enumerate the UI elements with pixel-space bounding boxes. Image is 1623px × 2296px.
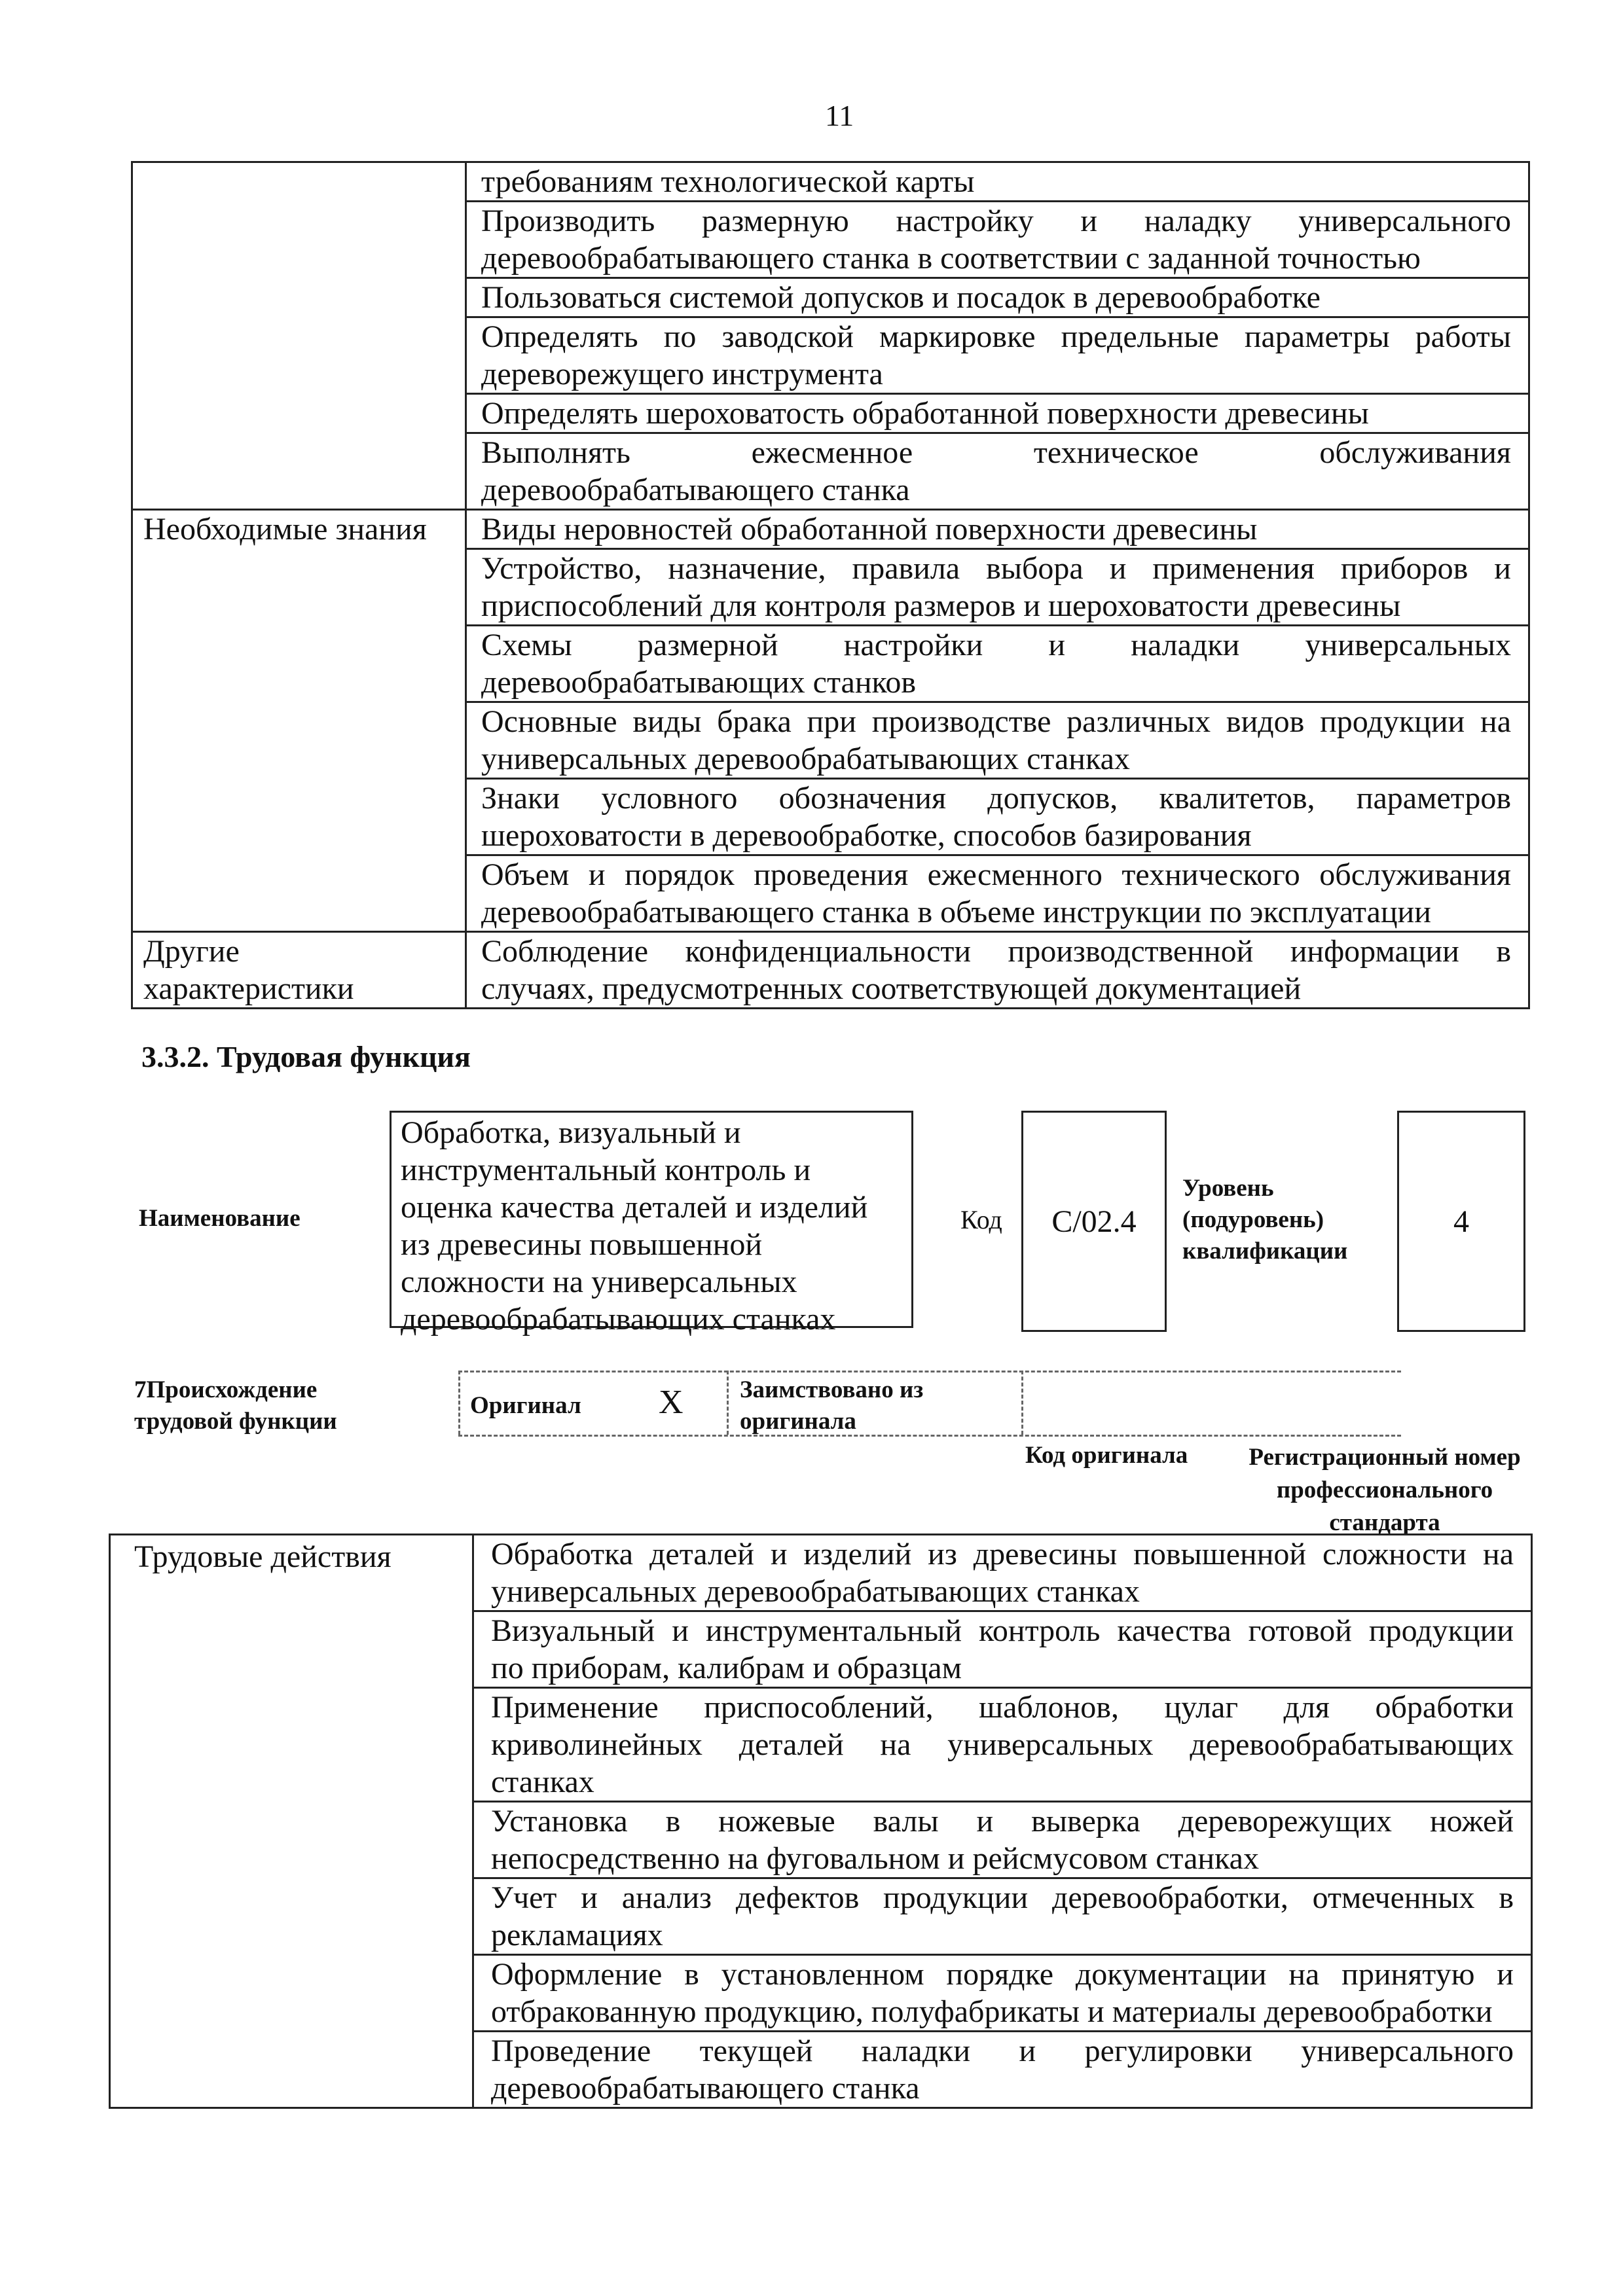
content-cell bbox=[466, 855, 1529, 932]
content-cell bbox=[466, 932, 1529, 1009]
origin-divider bbox=[1021, 1371, 1023, 1435]
origin-original: Оригинал bbox=[470, 1392, 581, 1419]
cell-line: станках bbox=[491, 1765, 594, 1799]
cell-line: Объем и порядок проведения ежесменного технического обслуживания bbox=[481, 857, 1511, 892]
content-cell bbox=[466, 394, 1529, 433]
cell-line: отбракованную продукцию, полуфабрикаты и материалы деревообработки bbox=[491, 1994, 1493, 2029]
table-row bbox=[132, 510, 1529, 549]
origin-row-top-line bbox=[458, 1371, 1401, 1372]
row-label bbox=[132, 162, 466, 510]
cell-line: Обработка деталей и изделий из древесины повышенной сложности на bbox=[491, 1537, 1514, 1571]
code-label: Код bbox=[960, 1205, 1002, 1234]
cell-line: рекламациях bbox=[491, 1918, 663, 1952]
cell-line: деревообрабатывающего станка в соответствии с заданной точностью bbox=[481, 241, 1421, 276]
cell-line: непосредственно на фуговальном и рейсмусовом станках bbox=[491, 1841, 1259, 1876]
content-cell bbox=[466, 278, 1529, 317]
cell-line: Выполнять ежесменное техническое обслуживания bbox=[481, 435, 1511, 470]
cell-line: Схемы размерной настройки и наладки универсальных bbox=[481, 628, 1511, 662]
content-cell bbox=[466, 433, 1529, 510]
cell-line: требованиям технологической карты bbox=[481, 164, 975, 199]
origin-mark: X bbox=[659, 1384, 684, 1421]
row-label: Другие характеристики bbox=[132, 932, 466, 1009]
cell-line: приспособлений для контроля размеров и шероховатости древесины bbox=[481, 588, 1401, 623]
knowledge-table bbox=[131, 161, 1530, 1009]
cell-line: деревообрабатывающего станка bbox=[491, 2071, 920, 2106]
cell-line: Учет и анализ дефектов продукции деревообработки, отмеченных в bbox=[491, 1880, 1514, 1915]
cell-line: Проведение текущей наладки и регулировки универсального bbox=[491, 2034, 1514, 2068]
cell-line: Установка в ножевые валы и выверка дереворежущих ножей bbox=[491, 1804, 1514, 1839]
cell-line: Определять по заводской маркировке предельные параметры работы bbox=[481, 319, 1511, 354]
origin-divider bbox=[727, 1371, 729, 1435]
content-cell bbox=[473, 1802, 1532, 1878]
content-cell bbox=[473, 2032, 1532, 2108]
content-cell bbox=[473, 1535, 1532, 1611]
content-cell bbox=[473, 1611, 1532, 1688]
cell-line: криволинейных деталей на универсальных деревообрабатывающих bbox=[491, 1727, 1514, 1762]
reg-number-caption: Регистрационный номер профессионального стандарта bbox=[1249, 1444, 1521, 1536]
content-cell bbox=[473, 1878, 1532, 1955]
content-cell bbox=[473, 1955, 1532, 2032]
content-cell bbox=[466, 549, 1529, 626]
cell-line: деревообрабатывающего станка в объеме инструкции по эксплуатации bbox=[481, 895, 1431, 929]
function-name-box: Обработка, визуальный и инструментальный контроль и оценка качества деталей и изделий из древесины повышенной сложности на универсальных деревообрабатывающих станках bbox=[390, 1111, 913, 1328]
cell-line: Применение приспособлений, шаблонов, цулаг для обработки bbox=[491, 1690, 1514, 1725]
content-cell bbox=[466, 779, 1529, 855]
content-cell bbox=[466, 162, 1529, 202]
cell-line: Устройство, назначение, правила выбора и применения приборов и bbox=[481, 551, 1511, 586]
cell-line: Визуальный и инструментальный контроль качества готовой продукции bbox=[491, 1613, 1514, 1648]
content-cell bbox=[466, 626, 1529, 702]
code-original-caption: Код оригинала bbox=[1025, 1442, 1188, 1469]
cell-line: случаях, предусмотренных соответствующей документацией bbox=[481, 971, 1302, 1006]
table-row bbox=[132, 162, 1529, 202]
table-row bbox=[132, 932, 1529, 1009]
content-cell bbox=[473, 1688, 1532, 1802]
content-cell bbox=[466, 702, 1529, 779]
cell-line: универсальных деревообрабатывающих станках bbox=[481, 742, 1130, 776]
cell-line: шероховатости в деревообработке, способов базирования bbox=[481, 818, 1252, 853]
labor-actions-table bbox=[109, 1534, 1533, 2109]
function-code-box: С/02.4 bbox=[1021, 1111, 1167, 1332]
cell-line: деревообрабатывающих станков bbox=[481, 665, 917, 700]
row-label: Необходимые знания bbox=[132, 510, 466, 932]
cell-line: Оформление в установленном порядке документации на принятую и bbox=[491, 1957, 1514, 1992]
section-heading: 3.3.2. Трудовая функция bbox=[141, 1040, 471, 1073]
cell-line: деревообрабатывающего станка bbox=[481, 473, 910, 507]
origin-borrowed: Заимствовано из оригинала bbox=[740, 1376, 924, 1435]
cell-line: Производить размерную настройку и наладку универсального bbox=[481, 204, 1511, 238]
content-cell bbox=[466, 317, 1529, 394]
cell-line: Соблюдение конфиденциальности производственной информации в bbox=[481, 934, 1511, 969]
origin-divider bbox=[458, 1371, 460, 1435]
level-label: Уровень (подуровень) квалификации bbox=[1182, 1175, 1348, 1265]
cell-line: Виды неровностей обработанной поверхности древесины bbox=[481, 512, 1258, 547]
table-row bbox=[110, 1535, 1532, 1611]
cell-line: дереворежущего инструмента bbox=[481, 357, 883, 391]
cell-line: Основные виды брака при производстве различных видов продукции на bbox=[481, 704, 1511, 739]
cell-line: Пользоваться системой допусков и посадок в деревообработке bbox=[481, 280, 1321, 315]
content-cell bbox=[466, 202, 1529, 278]
level-box: 4 bbox=[1397, 1111, 1525, 1332]
cell-line: Определять шероховатость обработанной поверхности древесины bbox=[481, 396, 1369, 431]
name-label: Наименование bbox=[139, 1205, 301, 1232]
cell-line: Знаки условного обозначения допусков, квалитетов, параметров bbox=[481, 781, 1511, 816]
row-label: Трудовые действия bbox=[110, 1535, 473, 2108]
page-number: 11 bbox=[825, 99, 854, 132]
content-cell bbox=[466, 510, 1529, 549]
origin-label: 7Происхождение трудовой функции bbox=[134, 1376, 337, 1435]
cell-line: по приборам, калибрам и образцам bbox=[491, 1651, 962, 1685]
cell-line: универсальных деревообрабатывающих станках bbox=[491, 1574, 1140, 1609]
